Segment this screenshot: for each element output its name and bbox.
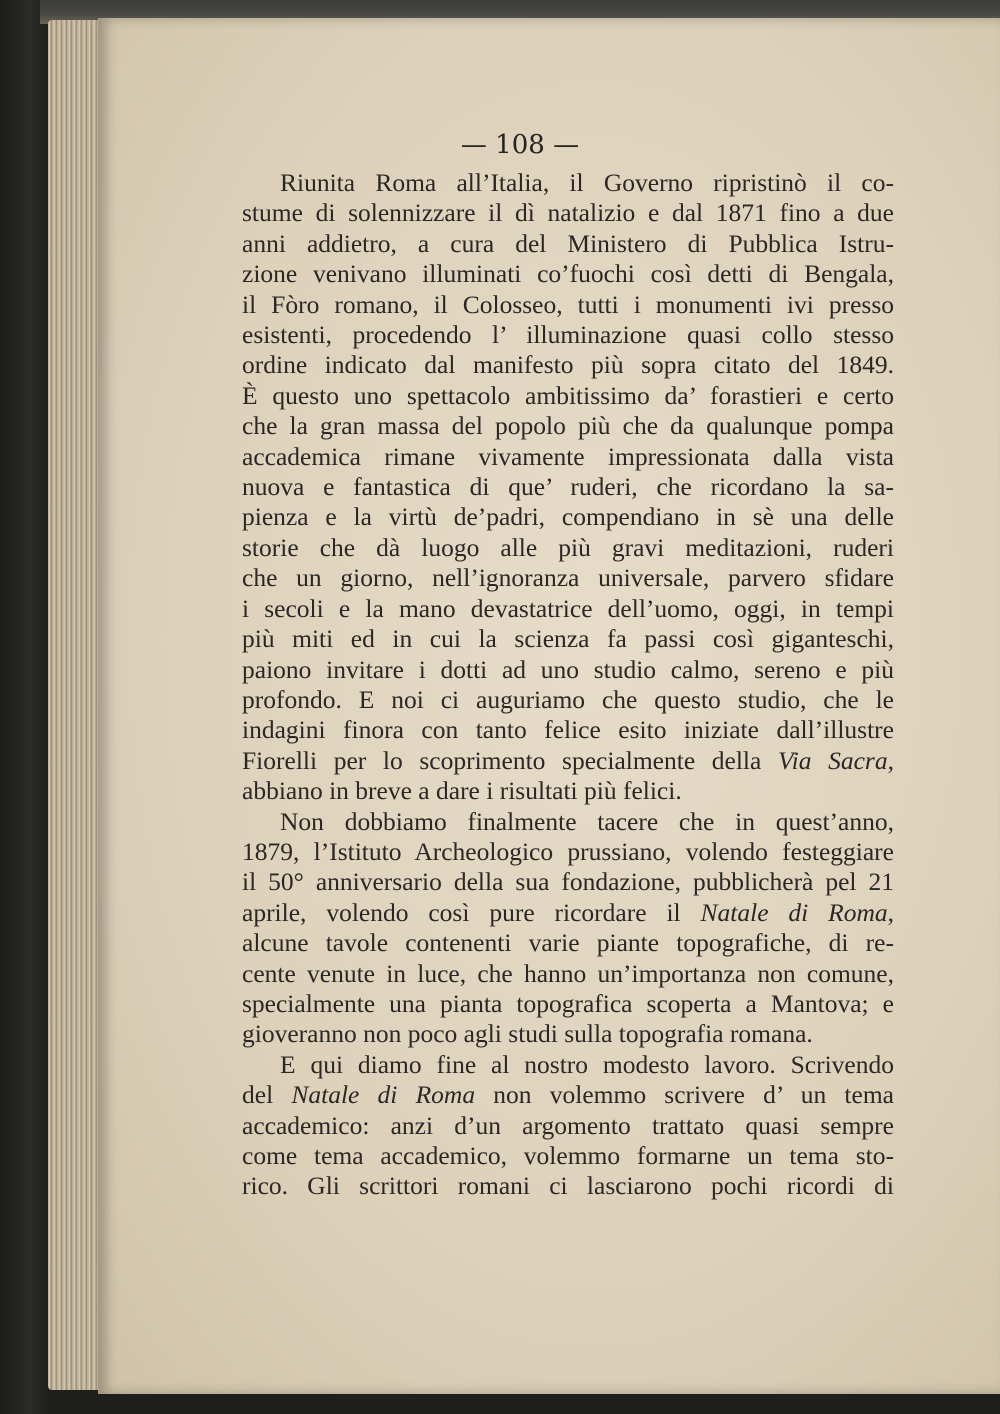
text-line: nuova e fantastica di que’ ruderi, che ricordano la sa- xyxy=(242,472,894,502)
text-line: alcune tavole contenenti varie piante topografiche, di re- xyxy=(242,928,894,958)
text-line: stume di solennizzare il dì natalizio e dal 1871 fino a due xyxy=(242,198,894,228)
text-line: gioveranno non poco agli studi sulla topografia romana. xyxy=(242,1019,813,1049)
text-line: più miti ed in cui la scienza fa passi così giganteschi, xyxy=(242,624,894,654)
text-line: i secoli e la mano devastatrice dell’uomo, oggi, in tempi xyxy=(242,593,894,623)
text-line: esistenti, procedendo l’ illuminazione quasi collo stesso xyxy=(242,320,894,350)
text-line: il Fòro romano, il Colosseo, tutti i monumenti ivi presso xyxy=(242,289,894,319)
text-line: che un giorno, nell’ignoranza universale, parvero sfidare xyxy=(242,563,894,593)
body-text xyxy=(242,168,894,1202)
text-line: Non dobbiamo finalmente tacere che in quest’anno, xyxy=(280,806,894,836)
text-line: anni addietro, a cura del Ministero di Pubblica Istru- xyxy=(242,228,894,258)
text-line: paiono invitare i dotti ad uno studio calmo, sereno e più xyxy=(242,654,894,684)
text-line: il 50° anniversario della sua fondazione, pubblicherà pel 21 xyxy=(242,867,894,897)
text-line: storie che dà luogo alle più gravi meditazioni, ruderi xyxy=(242,532,894,562)
text-line: Riunita Roma all’Italia, il Governo ripristinò il co- xyxy=(280,168,894,197)
text-line: abbiano in breve a dare i risultati più felici. xyxy=(242,776,682,806)
text-line: specialmente una pianta topografica scoperta a Mantova; e xyxy=(242,988,894,1018)
text-line: rico. Gli scrittori romani ci lasciarono pochi ricordi di xyxy=(242,1171,894,1201)
text-line: ordine indicato dal manifesto più sopra citato del 1849. xyxy=(242,350,894,380)
text-line: Fiorelli per lo scoprimento specialmente della Via Sacra, xyxy=(242,745,894,775)
text-line: È questo uno spettacolo ambitissimo da’ forastieri e certo xyxy=(242,380,894,410)
page-number: — 108 — xyxy=(460,130,580,160)
text-line: 1879, l’Istituto Archeologico prussiano, volendo festeggiare xyxy=(242,836,894,866)
text-line: indagini finora con tanto felice esito iniziate dall’illustre xyxy=(242,715,894,745)
text-line: che la gran massa del popolo più che da qualunque pompa xyxy=(242,411,894,441)
text-line: pienza e la virtù de’padri, compendiano in sè una delle xyxy=(242,502,894,532)
text-line: E qui diamo fine al nostro modesto lavoro. Scrivendo xyxy=(280,1049,894,1079)
text-line: accademica rimane vivamente impressionata dalla vista xyxy=(242,441,894,471)
text-line: aprile, volendo così pure ricordare il Natale di Roma, xyxy=(242,897,894,927)
text-line: come tema accademico, volemmo formarne un tema sto- xyxy=(242,1141,894,1170)
text-line: accademico: anzi d’un argomento trattato quasi sempre xyxy=(242,1110,894,1140)
text-line: zione venivano illuminati co’fuochi così detti di Bengala, xyxy=(242,259,894,289)
text-line: del Natale di Roma non volemmo scrivere d’ un tema xyxy=(242,1080,894,1110)
text-line: profondo. E noi ci auguriamo che questo studio, che le xyxy=(242,684,894,714)
text-line: cente venute in luce, che hanno un’importanza non comune, xyxy=(242,958,894,988)
